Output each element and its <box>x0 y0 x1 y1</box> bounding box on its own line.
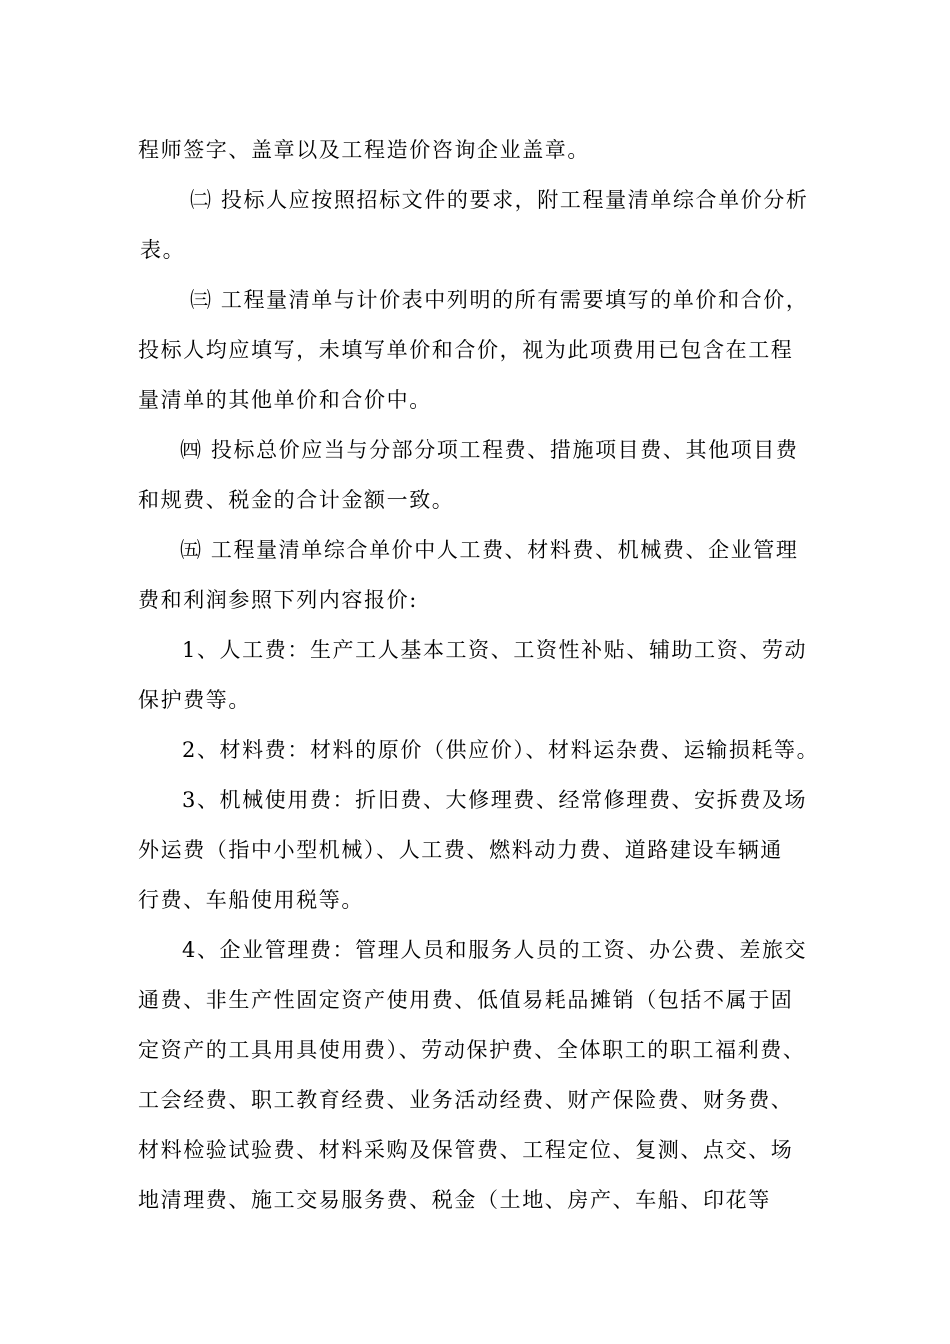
text-line-1: 程师签字、盖章以及工程造价咨询企业盖章。 <box>138 138 590 162</box>
text-line-21: 材料检验试验费、材料采购及保管费、工程定位、复测、点交、场 <box>138 1138 794 1162</box>
text-line-20: 工会经费、职工教育经费、业务活动经费、财产保险费、财务费、 <box>138 1088 794 1112</box>
text-line-6: 量清单的其他单价和合价中。 <box>138 388 432 412</box>
text-line-19: 定资产的工具用具使用费）、劳动保护费、全体职工的职工福利费、 <box>138 1038 806 1062</box>
text-line-10: 费和利润参照下列内容报价: <box>138 588 418 612</box>
text-line-7: ㈣ 投标总价应当与分部分项工程费、措施项目费、其他项目费 <box>180 438 799 462</box>
text-line-13: 2、材料费：材料的原价（供应价）、材料运杂费、运输损耗等。 <box>182 738 820 762</box>
text-line-9: ㈤ 工程量清单综合单价中人工费、材料费、机械费、企业管理 <box>180 538 799 562</box>
text-line-4: ㈢ 工程量清单与计价表中列明的所有需要填写的单价和合价， <box>190 288 809 312</box>
text-line-3: 表。 <box>140 238 186 262</box>
text-line-8: 和规费、税金的合计金额一致。 <box>138 488 455 512</box>
text-line-15: 外运费（指中小型机械）、人工费、燃料动力费、道路建设车辆通 <box>138 838 783 862</box>
text-line-14: 3、机械使用费：折旧费、大修理费、经常修理费、安拆费及场 <box>182 788 808 812</box>
text-line-5: 投标人均应填写，未填写单价和合价，视为此项费用已包含在工程 <box>138 338 794 362</box>
text-line-22: 地清理费、施工交易服务费、税金（土地、房产、车船、印花等 <box>138 1188 771 1212</box>
text-line-18: 通费、非生产性固定资产使用费、低值易耗品摊销（包括不属于固 <box>138 988 794 1012</box>
text-line-2: ㈡ 投标人应按照招标文件的要求，附工程量清单综合单价分析 <box>190 188 809 212</box>
text-line-12: 保护费等。 <box>138 688 251 712</box>
text-line-17: 4、企业管理费：管理人员和服务人员的工资、办公费、差旅交 <box>182 938 808 962</box>
text-line-11: 1、人工费：生产工人基本工资、工资性补贴、辅助工资、劳动 <box>182 638 808 662</box>
text-line-16: 行费、车船使用税等。 <box>138 888 364 912</box>
